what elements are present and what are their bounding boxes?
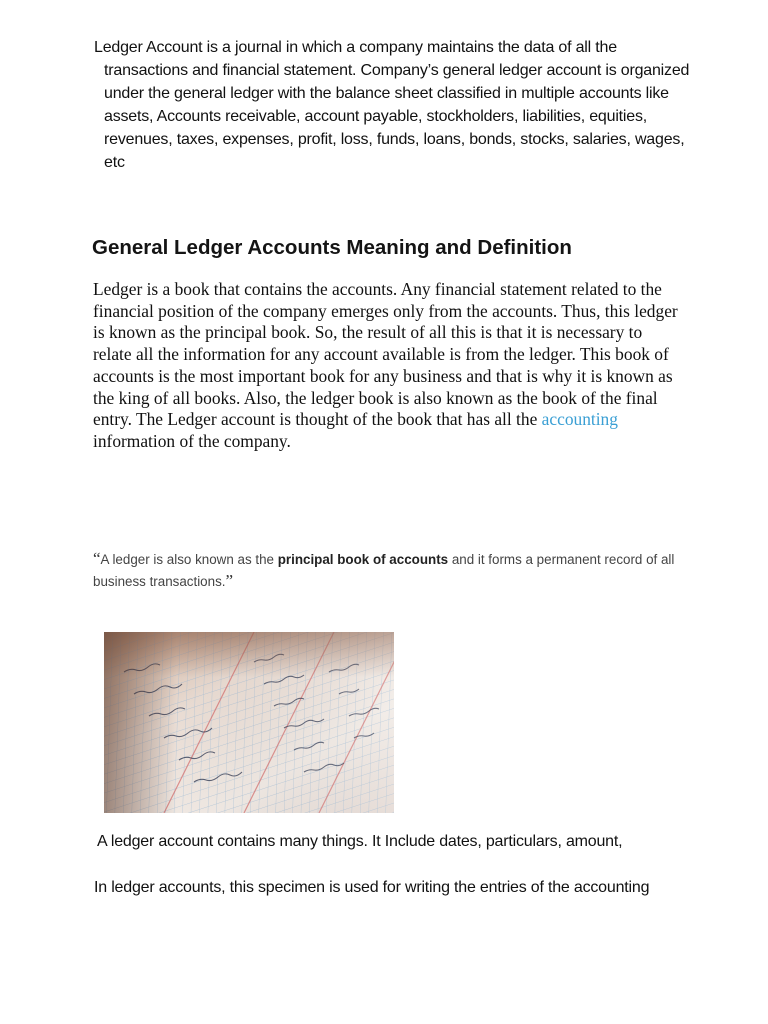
definition-paragraph <box>93 279 683 453</box>
quote-emphasis: principal book of accounts <box>277 552 449 567</box>
accounting-link[interactable]: accounting <box>541 409 618 430</box>
quote-open-mark: “ <box>93 549 101 568</box>
section-heading: General Ledger Accounts Meaning and Definition <box>92 236 572 259</box>
closing-paragraph-1: A ledger account contains many things. It Include dates, particulars, amount, <box>97 833 623 850</box>
pull-quote <box>93 548 693 592</box>
quote-text-start: A ledger is also known as the <box>100 552 278 567</box>
definition-text-start: Ledger is a book that contains the accounts. Any financial statement related to the financial position of the company emerges only from the accounts. Thus, this ledger is known as the principal book. So, the result of all this is that it is necessary to relate all the information for any account available is from the ledger. This book of accounts is the most important book for any business and that is why it is known as the king of all books. Also, the ledger book is also known as the book of the final entry. The Ledger account is thought of the book that has all the <box>93 279 678 430</box>
quote-close-mark: ” <box>225 571 234 590</box>
intro-paragraph: Ledger Account is a journal in which a company maintains the data of all the transactions and financial statement. Company’s general ledger account is organized under the general ledger with the balance sheet classified in multiple accounts like assets, Accounts receivable, account payable, stockholders, liabilities, equities, revenues, taxes, expenses, profit, loss, funds, loans, bonds, stocks, salaries, wages, etc <box>94 39 690 171</box>
quote-text-end: and it forms a permanent record of all business transactions. <box>93 552 675 589</box>
closing-paragraph-2: In ledger accounts, this specimen is used for writing the entries of the accounting <box>94 879 650 896</box>
ledger-book-photo <box>104 632 394 813</box>
ledger-book-image <box>104 632 394 813</box>
definition-text-end: information of the company. <box>93 430 291 451</box>
